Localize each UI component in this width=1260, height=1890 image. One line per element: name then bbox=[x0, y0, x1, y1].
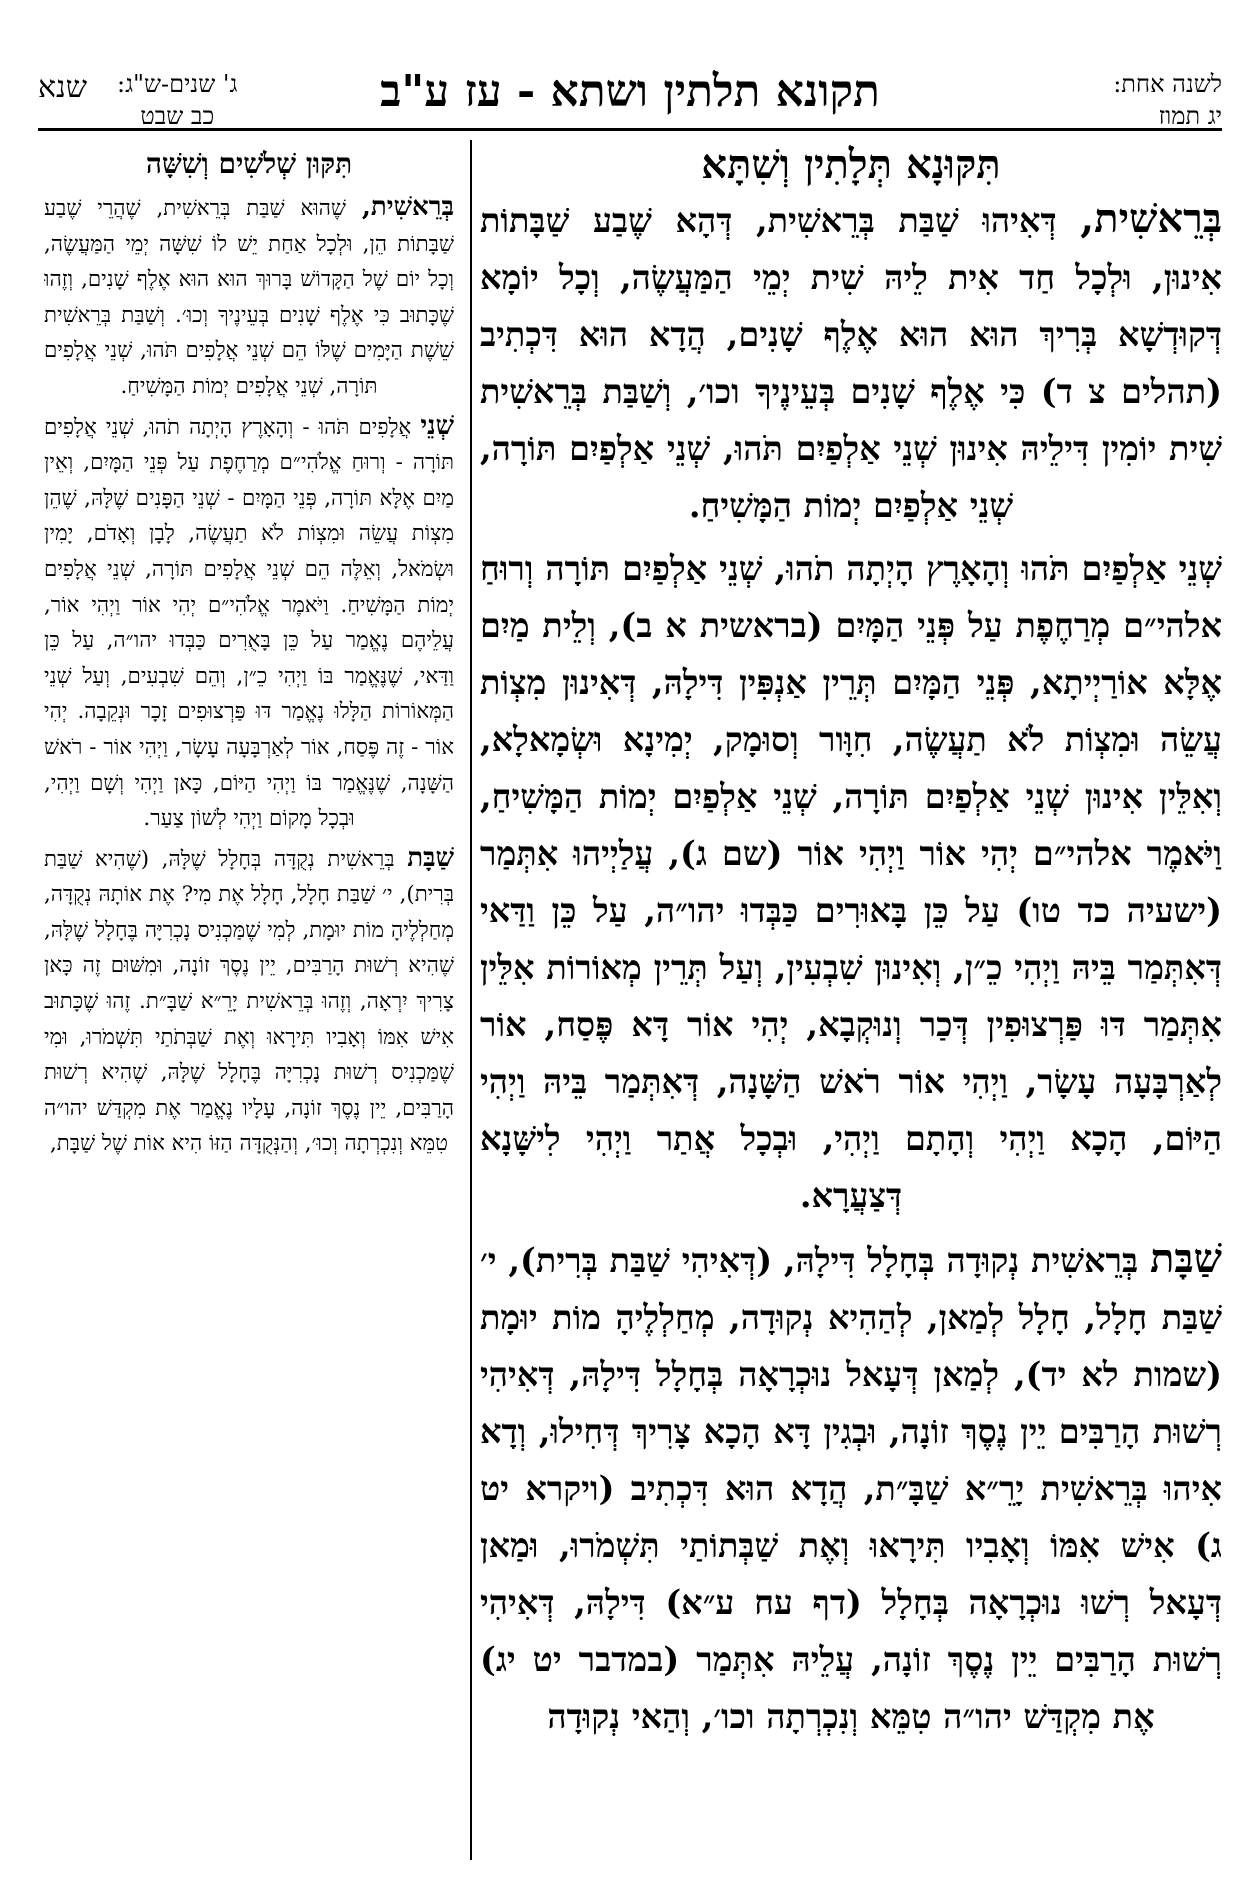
paragraph-opener: שַׁבָּת bbox=[407, 842, 454, 873]
main-paragraph bbox=[480, 1230, 1222, 1745]
main-paragraph bbox=[480, 540, 1222, 1224]
commentary-paragraph bbox=[44, 190, 454, 405]
three-year-schedule bbox=[38, 68, 237, 132]
paragraph-opener: בְּרֵאשִׁית, bbox=[1080, 195, 1222, 242]
paragraph-text: אֲלָפִים תֹּהוּ - וְהָאָרֶץ הָיְתָה תֹהוּ, שְׁנֵי אֲלָפִים תּוֹרָה - וְרוּחַ אֱלֹהִי״ם מְרַחֶפֶת עַל פְּנֵי הַמָּיִם, וְאֵין מַיִם אֶלָּא תּוֹרָה, פְּנֵי הַמָּיִם - שְׁנֵי הַפָּנִים שֶׁלָּהּ, שֶׁהֵן מִצְוֹת עֲשֵׂה וּמִצְוֹת לֹא תַעֲשֶׂה, לָבָן וְאָדֹם, יָמִין וּשְׂמֹאל, וְאֵלֶּה הֵם שְׁנֵי אֲלָפִים תּוֹרָה, שְׁנֵי אֲלָפִים יְמוֹת הַמָּשִׁיחַ. וַיֹּאמֶר אֱלֹהִי״ם יְהִי אוֹר וַיְהִי אוֹר, עֲלֵיהֶם נֶאֱמַר עַל כֵּן בָּאֻרִים כַּבְּדוּ יהו״ה, עַל כֵּן וַדַּאי, שֶׁנֶּאֱמַר בּוֹ וַיְהִי כֵ״ן, וְהֵם שִׁבְעִים, וְעַל שְׁנֵי הַמְּאוֹרוֹת הַלָּלוּ נֶאֱמַר דּוּ פַּרְצוּפִים זָכָר וּנְקֵבָה. יְהִי אוֹר - זֶה פֶּסַח, אוֹר לְאַרְבָּעָה עָשָׂר, וַיְהִי אוֹר - רֹאשׁ הַשָּׁנָה, שֶׁנֶּאֱמַר בּוֹ וַיְהִי הַיּוֹם, כָּאן וַיְהִי וְשָׁם וַיְהִי, וּבְכָל מָקוֹם וַיְהִי לְשׁוֹן צַעַר. bbox=[44, 414, 454, 832]
main-paragraph bbox=[480, 190, 1222, 534]
paragraph-opener: בְּרֵאשִׁית, bbox=[361, 192, 454, 222]
paragraph-text: בְּרֵאשִׁית נְקֻדָּה בְּחָלָל שֶׁלָּהּ, (שֶׁהִיא שַׁבַּת בְּרִית), י׳ שַׁבַּת חָלָל, חָלָל אֶת מִי? אֶת אוֹתָהּ נְקֻדָּה, מְחַלְלֶיהָ מוֹת יוּמָת, לְמִי שֶׁמַּכְנִיס נָכְרִיָּה בֶּחָלָל שֶׁלָּהּ, שֶׁהִיא רְשׁוּת הָרַבִּים, יֵין נֶסֶךְ זוֹנָה, וּמִשּׁוּם זֶה כָּאן צָרִיךְ יִרְאָה, וְזֶהוּ בְּרֵאשִׁית יָרֵ״א שַׁבָּ״ת. זֶהוּ שֶׁכָּתוּב אִישׁ אִמּוֹ וְאָבִיו תִּירָאוּ וְאֶת שַׁבְּתֹתַי תִּשְׁמֹרוּ, וּמִי שֶׁמַּכְנִיס רְשׁוּת נָכְרִיָּה בֶּחָלָל שֶׁלָּהּ, שֶׁהִיא רְשׁוּת הָרַבִּים, יֵין נֶסֶךְ זוֹנָה, עָלָיו נֶאֱמַר אֶת מִקְדַּשׁ יהו״ה טִמֵּא וְנִכְרְתָה וְכוּ׳, וְהַנְּקֻדָּה הַזּוֹ הִיא אוֹת שֶׁל שַׁבָּת, bbox=[44, 846, 454, 1157]
commentary-heading: תִּקּוּן שְׁלֹשִׁים וְשִׁשָּׁה bbox=[145, 147, 353, 180]
paragraph-text: שְׁנֵי אַלְפַיִם תֹּהוּ וְהָאָרֶץ הָיְתָה תֹהוּ, שְׁנֵי אַלְפַיִם תּוֹרָה וְרוּחַ אלהי״ם מְרַחֶפֶת עַל פְּנֵי הַמָּיִם (בראשית א ב), וְלֵית מַיִם אֶלָּא אוֹרַיְיתָא, פְּנֵי הַמָּיִם תְּרֵין אַנְפִּין דִּילָהּ, דְּאִינוּן מִצְוֹת עֲשֵׂה וּמִצְוֹת לֹא תַעֲשֶׂה, חִוָּור וְסוּמָק, יְמִינָא וּשְׂמָאלָא, וְאִלֵּין אִינוּן שְׁנֵי אַלְפַיִם תּוֹרָה, שְׁנֵי אַלְפַיִם יְמוֹת הַמָּשִׁיחַ, וַיֹּאמֶר אלהי״ם יְהִי אוֹר וַיְהִי אוֹר (שם ג), עֲלַיְיהוּ אִתְּמַר (ישעיה כד טו) עַל כֵּן בָּאוּרִים כַּבְּדוּ יהו״ה, עַל כֵּן וַדַּאי דְּאִתְּמַר בֵּיהּ וַיְהִי כֵ״ן, וְאִינוּן שִׁבְעִין, וְעַל תְּרֵין מְאוֹרוֹת אִלֵּין אִתְּמַר דּוּ פַּרְצוּפִין דְּכַר וְנוּקְבָא, יְהִי אוֹר דָּא פֶּסַח, אוֹר לְאַרְבָּעָה עָשָׂר, וַיְהִי אוֹר רֹאשׁ הַשָּׁנָה, דְּאִתְּמַר בֵּיהּ וַיְהִי הַיּוֹם, הָכָא וַיְהִי וְהָתָם וַיְהִי, וּבְכָל אֲתַר וַיְהִי לִישָּׁנָא דְּצַעֲרָא. bbox=[480, 549, 1222, 1215]
page-number: שנא bbox=[38, 70, 87, 105]
commentary-paragraph bbox=[44, 409, 454, 837]
main-heading: תִּקּוּנָא תְּלָתִין וְשִׁתָּא bbox=[701, 141, 1001, 188]
three-year-cycle-date: כב שבט bbox=[140, 102, 215, 130]
one-year-cycle-date: יג תמוז bbox=[1158, 102, 1222, 130]
page-header bbox=[38, 60, 1222, 130]
page-title: תקונא תלתין ושתא - עז ע"ב bbox=[380, 66, 880, 117]
paragraph-opener: שַׁבָּת bbox=[1150, 1235, 1222, 1282]
header-divider bbox=[38, 128, 1222, 131]
main-text-column bbox=[480, 140, 1222, 1870]
commentary-paragraph bbox=[44, 841, 454, 1162]
paragraph-text: שֶׁהוּא שַׁבַּת בְּרֵאשִׁית, שֶׁהֲרֵי שֶׁבַע שַׁבָּתוֹת הֵן, וּלְכָל אַחַת יֵשׁ לוֹ שִׁשָּׁה יְמֵי הַמַּעֲשֶׂה, וְכָל יוֹם שֶׁל הַקָּדוֹשׁ בָּרוּךְ הוּא הוּא אֶלֶף שָׁנִים, וְזֶהוּ שֶׁכָּתוּב כִּי אֶלֶף שָׁנִים בְּעֵינֶיךָ וְכוּ׳. וְשַׁבַּת בְּרֵאשִׁית שֵׁשֶׁת הַיָּמִים שֶׁלּוֹ הֵם שְׁנֵי אֲלָפִים תֹּהוּ, שְׁנֵי אֲלָפִים תּוֹרָה, שְׁנֵי אֲלָפִים יְמוֹת הַמָּשִׁיחַ. bbox=[44, 196, 454, 399]
paragraph-text: דְּאִיהוּ שַׁבַּת בְּרֵאשִׁית, דְּהָא שֶׁבַע שַׁבָּתוֹת אִינוּן, וּלְכָל חַד אִית לֵיהּ שִׁית יְמֵי הַמַּעֲשֶׂה, וְכָל יוֹמָא דְּקוּדְשָׁא בְּרִיךְ הוּא הוּא אֶלֶף שָׁנִים, הֲדָא הוּא דִּכְתִיב (תהלים צ ד) כִּי אֶלֶף שָׁנִים בְּעֵינֶיךָ וכו׳, וְשַׁבַּת בְּרֵאשִׁית שִׁית יוֹמִין דִּילֵיהּ אִינוּן שְׁנֵי אַלְפַיִם תֹּהוּ, שְׁנֵי אַלְפַיִם תּוֹרָה, שְׁנֵי אַלְפַיִם יְמוֹת הַמָּשִׁיחַ. bbox=[480, 201, 1222, 525]
three-year-cycle-label: ג' שנים-ש"ג: bbox=[117, 70, 238, 98]
commentary-column bbox=[44, 140, 454, 1870]
paragraph-text: בְּרֵאשִׁית נְקוּדָה בְּחָלָל דִּילָהּ, (דְּאִיהִי שַׁבַּת בְּרִית), י׳ שַׁבַּת חָלָל, חָלָל לְמַאן, לְהַהִיא נְקוּדָה, מְחַלְלֶיהָ מוֹת יוּמָת (שמות לא יד), לְמַאן דְּעָאל נוּכְרָאָה בְּחָלָל דִּילָהּ, דְּאִיהִי רְשׁוּת הָרַבִּים יֵין נֶסֶךְ זוֹנָה, וּבְגִין דָּא הָכָא צָרִיךְ דְּחִילוּ, וְדָא אִיהוּ בְּרֵאשִׁית יָרֵ״א שַׁבָּ״ת, הֲדָא הוּא דִּכְתִיב (ויקרא יט ג) אִישׁ אִמּוֹ וְאָבִיו תִּירָאוּ וְאֶת שַׁבְּתוֹתַי תִּשְׁמֹרוּ, וּמַאן דְּעָאל רְשׁוּ נוּכְרָאָה בְּחָלָל (דף עח ע״א) דִּילָהּ, דְּאִיהִי רְשׁוּת הָרַבִּים יֵין נֶסֶךְ זוֹנָה, עֲלֵיהּ אִתְּמַר (במדבר יט יג) אֶת מִקְדַּשׁ יהו״ה טִמֵּא וְנִכְרְתָה וכו׳, וְהַאי נְקוּדָה bbox=[480, 1241, 1222, 1736]
column-divider bbox=[470, 140, 472, 1860]
paragraph-opener: שְׁנֵי bbox=[420, 410, 454, 441]
one-year-cycle-label: לשנה אחת: bbox=[1113, 70, 1222, 98]
